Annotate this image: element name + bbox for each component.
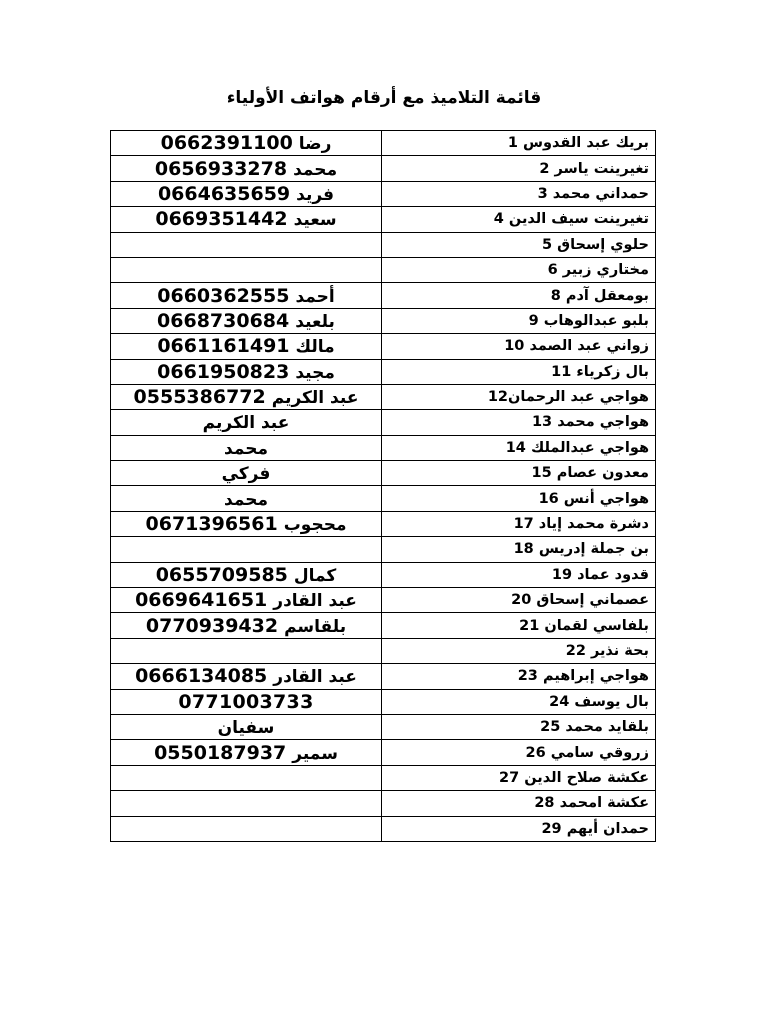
table-row: [111, 410, 656, 435]
parent-name: سمير: [292, 743, 338, 764]
student-name: هواجي إبراهيم 23: [382, 664, 656, 689]
parent-contact-cell: [111, 511, 382, 536]
table-row: [111, 638, 656, 663]
student-name: زواني عبد الصمد 10: [382, 334, 656, 359]
parent-name: محجوب: [283, 515, 347, 536]
parent-phone: 0660362555: [157, 284, 290, 307]
student-name: بحة نذير 22: [382, 638, 656, 663]
parent-phone: 0669351442: [155, 208, 288, 231]
table-row: [111, 816, 656, 841]
parent-name: بلقاسم: [284, 616, 347, 637]
parent-contact-cell: [111, 283, 382, 308]
student-name: تغيرينت ياسر 2: [382, 156, 656, 181]
student-name: قدود عماد 19: [382, 562, 656, 587]
parent-name: مجيد: [295, 362, 335, 383]
student-name: بلقايد محمد 25: [382, 714, 656, 739]
parent-name: محمد: [224, 489, 268, 510]
parent-phone: 0664635659: [157, 182, 291, 205]
parent-contact-cell: [111, 232, 382, 257]
table-row: [111, 714, 656, 739]
parent-name: فريد: [296, 184, 335, 205]
parent-phone: 0770939432: [145, 614, 279, 637]
parent-contact-cell: [111, 664, 382, 689]
parent-contact-cell: [111, 791, 382, 816]
parent-name: عبد القادر: [273, 591, 357, 612]
parent-name: محمد: [293, 159, 338, 180]
student-name: مختاري زبير 6: [382, 257, 656, 282]
parent-contact-cell: [111, 537, 382, 562]
student-name: بن جملة إدريس 18: [382, 537, 656, 562]
parent-phone: 0666134085: [135, 665, 268, 688]
page-title: قائمة التلاميذ مع أرقام هواتف الأولياء: [226, 88, 542, 108]
table-row: [111, 257, 656, 282]
parent-contact-cell: [111, 308, 382, 333]
parent-contact-cell: [111, 359, 382, 384]
parent-contact-cell: [111, 816, 382, 841]
parent-phone: 0655709585: [155, 563, 288, 586]
parent-phone: 0662391100: [160, 132, 293, 155]
table-row: [111, 486, 656, 511]
parent-contact-cell: [111, 410, 382, 435]
table-row: [111, 511, 656, 536]
student-name: عصماني إسحاق 20: [382, 588, 656, 613]
parent-name: سعيد: [293, 210, 337, 231]
parent-phone: 0671396561: [145, 513, 278, 536]
student-name: هواجي محمد 13: [382, 410, 656, 435]
table-row: [111, 689, 656, 714]
table-row: [111, 740, 656, 765]
student-name: عكشة امحمد 28: [382, 791, 656, 816]
parent-contact-cell: [111, 334, 382, 359]
parent-phone: 0771003733: [178, 690, 314, 713]
parent-contact-cell: [111, 156, 382, 181]
student-name: حلوي إسحاق 5: [382, 232, 656, 257]
student-name: هواجي أنس 16: [382, 486, 656, 511]
parent-contact-cell: [111, 638, 382, 663]
student-name: حمدان أيهم 29: [382, 816, 656, 841]
student-name: زروقي سامي 26: [382, 740, 656, 765]
parent-phone: 0656933278: [154, 157, 288, 180]
student-name: بال زكرياء 11: [382, 359, 656, 384]
table-row: [111, 765, 656, 790]
parent-contact-cell: [111, 562, 382, 587]
student-name: عكشة صلاح الدين 27: [382, 765, 656, 790]
parent-name: أحمد: [295, 286, 335, 307]
parent-phone: 0661950823: [157, 360, 290, 383]
table-row: [111, 156, 656, 181]
table-row: [111, 461, 656, 486]
parent-phone: 0555386772: [133, 386, 266, 409]
parent-contact-cell: [111, 588, 382, 613]
student-name: هواجي عبدالملك 14: [382, 435, 656, 460]
student-name: هواجي عبد الرحمان12: [382, 384, 656, 409]
student-name: معدون عصام 15: [382, 461, 656, 486]
parent-name: فركي: [221, 464, 271, 485]
student-name: تغيرينت سيف الدين 4: [382, 207, 656, 232]
table-row: [111, 613, 656, 638]
student-name: بريك عبد القدوس 1: [382, 131, 656, 156]
parent-contact-cell: [111, 384, 382, 409]
student-name: بومعقل آدم 8: [382, 283, 656, 308]
parent-contact-cell: [111, 714, 382, 739]
parent-phone: 0669641651: [135, 589, 268, 612]
student-name: بلفاسي لقمان 21: [382, 613, 656, 638]
parent-phone: 0661161491: [157, 335, 290, 358]
table-row: [111, 664, 656, 689]
student-name: دشرة محمد إياد 17: [382, 511, 656, 536]
parent-name: مالك: [295, 337, 335, 358]
parent-phone: 0550187937: [154, 741, 287, 764]
table-row: [111, 791, 656, 816]
student-name: بلبو عبدالوهاب 9: [382, 308, 656, 333]
parent-name: محمد: [224, 438, 268, 459]
parent-name: سفيان: [217, 718, 275, 739]
parent-name: بلعيد: [295, 311, 335, 332]
students-table: [110, 130, 656, 842]
table-row: [111, 359, 656, 384]
table-row: [111, 207, 656, 232]
parent-contact-cell: [111, 486, 382, 511]
students-table-body: [111, 131, 656, 842]
table-row: [111, 537, 656, 562]
table-row: [111, 131, 656, 156]
parent-contact-cell: [111, 613, 382, 638]
parent-name: عبد القادر: [273, 667, 357, 688]
parent-name: عبد الكريم: [271, 388, 359, 409]
parent-contact-cell: [111, 740, 382, 765]
table-row: [111, 334, 656, 359]
parent-name: رضا: [298, 134, 332, 155]
student-name: حمداني محمد 3: [382, 181, 656, 206]
table-row: [111, 181, 656, 206]
parent-name: كمال: [293, 565, 337, 586]
parent-contact-cell: [111, 765, 382, 790]
table-row: [111, 308, 656, 333]
table-row: [111, 384, 656, 409]
parent-name: عبد الكريم: [202, 413, 290, 434]
student-name: بال يوسف 24: [382, 689, 656, 714]
parent-contact-cell: [111, 461, 382, 486]
table-row: [111, 435, 656, 460]
table-row: [111, 588, 656, 613]
parent-contact-cell: [111, 689, 382, 714]
table-row: [111, 232, 656, 257]
parent-contact-cell: [111, 181, 382, 206]
table-row: [111, 562, 656, 587]
table-row: [111, 283, 656, 308]
parent-contact-cell: [111, 257, 382, 282]
parent-phone: 0668730684: [157, 309, 290, 332]
parent-contact-cell: [111, 435, 382, 460]
parent-contact-cell: [111, 131, 382, 156]
parent-contact-cell: [111, 207, 382, 232]
